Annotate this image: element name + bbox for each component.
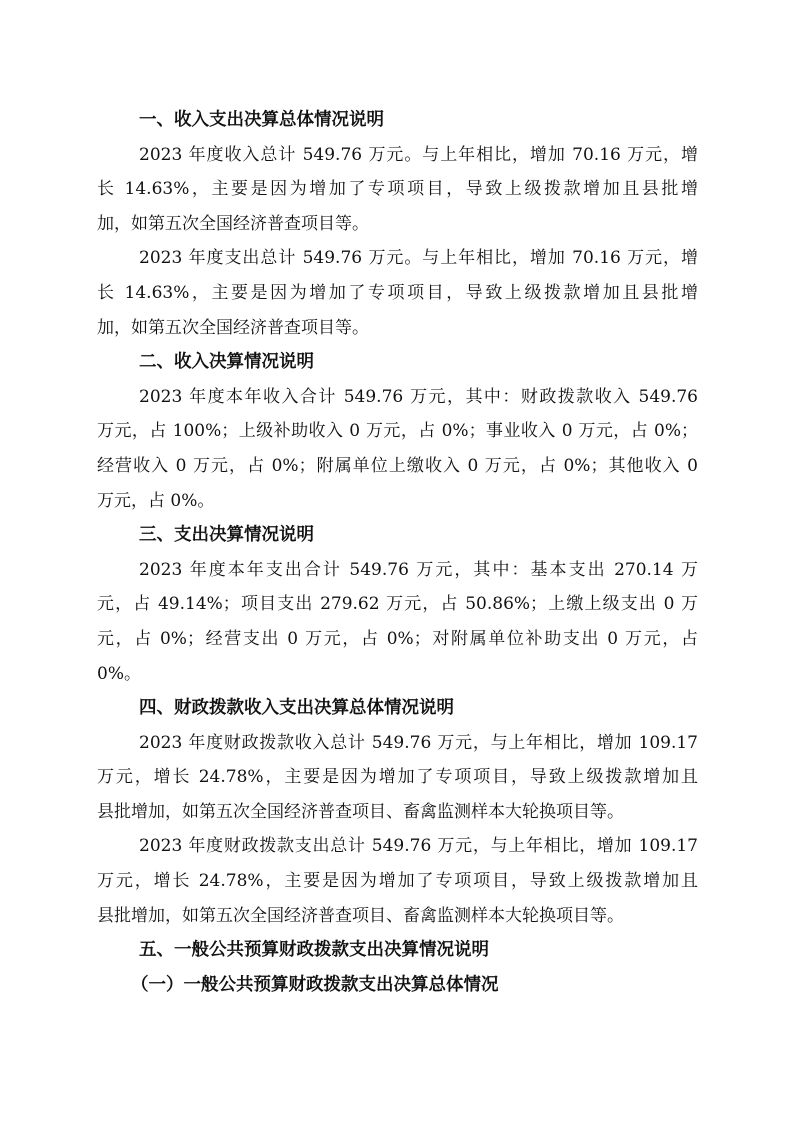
paragraph-line: 万元，占 0%。 <box>97 490 215 511</box>
paragraph-line: 2023 年度财政拨款支出总计 549.76 万元，与上年相比，增加 109.17 <box>139 836 698 857</box>
paragraph-line: 长 14.63%，主要是因为增加了专项项目，导致上级拨款增加且县批增 <box>97 282 698 303</box>
paragraph <box>97 726 698 830</box>
paragraph <box>97 829 698 933</box>
paragraph-line: 县批增加，如第五次全国经济普查项目、畜禽监测样本大轮换项目等。 <box>97 905 624 926</box>
paragraph <box>97 138 698 242</box>
paragraph-line: 元，占 49.14%；项目支出 279.62 万元，占 50.86%；上缴上级支出 0 万 <box>97 594 698 615</box>
section-subheading: （一）一般公共预算财政拨款支出决算总体情况 <box>131 974 499 995</box>
paragraph-line: 万元，占 100%；上级补助收入 0 万元，占 0%；事业收入 0 万元，占 0%； <box>97 421 698 442</box>
section-heading: 四、财政拨款收入支出决算总体情况说明 <box>139 698 454 719</box>
paragraph-line: 加，如第五次全国经济普查项目等。 <box>97 317 369 338</box>
section-heading: 一、收入支出决算总体情况说明 <box>139 110 384 130</box>
paragraph <box>97 380 698 518</box>
section-heading: 五、一般公共预算财政拨款支出决算情况说明 <box>139 940 489 961</box>
paragraph-line: 万元，增长 24.78%，主要是因为增加了专项项目，导致上级拨款增加且 <box>97 767 698 788</box>
paragraph-line: 加，如第五次全国经济普查项目等。 <box>97 213 369 234</box>
document-body <box>97 103 698 1002</box>
paragraph-line: 0%。 <box>97 663 141 684</box>
paragraph-line: 2023 年度本年支出合计 549.76 万元，其中：基本支出 270.14 万 <box>139 559 698 580</box>
paragraph <box>97 553 698 691</box>
section-heading: 二、收入决算情况说明 <box>139 352 314 373</box>
paragraph-line: 2023 年度本年收入合计 549.76 万元，其中：财政拨款收入 549.76 <box>139 386 698 407</box>
paragraph-line: 2023 年度支出总计 549.76 万元。与上年相比，增加 70.16 万元，增 <box>139 248 698 269</box>
paragraph-line: 元，占 0%；经营支出 0 万元，占 0%；对附属单位补助支出 0 万元，占 <box>97 628 698 649</box>
paragraph-line: 2023 年度财政拨款收入总计 549.76 万元，与上年相比，增加 109.17 <box>139 732 698 753</box>
paragraph-line: 县批增加，如第五次全国经济普查项目、畜禽监测样本大轮换项目等。 <box>97 801 624 822</box>
paragraph-line: 万元，增长 24.78%，主要是因为增加了专项项目，导致上级拨款增加且 <box>97 871 698 892</box>
paragraph <box>97 241 698 345</box>
paragraph-line: 经营收入 0 万元，占 0%；附属单位上缴收入 0 万元，占 0%；其他收入 0 <box>97 455 698 476</box>
paragraph-line: 2023 年度收入总计 549.76 万元。与上年相比，增加 70.16 万元，增 <box>139 144 698 165</box>
section-heading: 三、支出决算情况说明 <box>139 525 314 546</box>
paragraph-line: 长 14.63%，主要是因为增加了专项项目，导致上级拨款增加且县批增 <box>97 179 698 200</box>
